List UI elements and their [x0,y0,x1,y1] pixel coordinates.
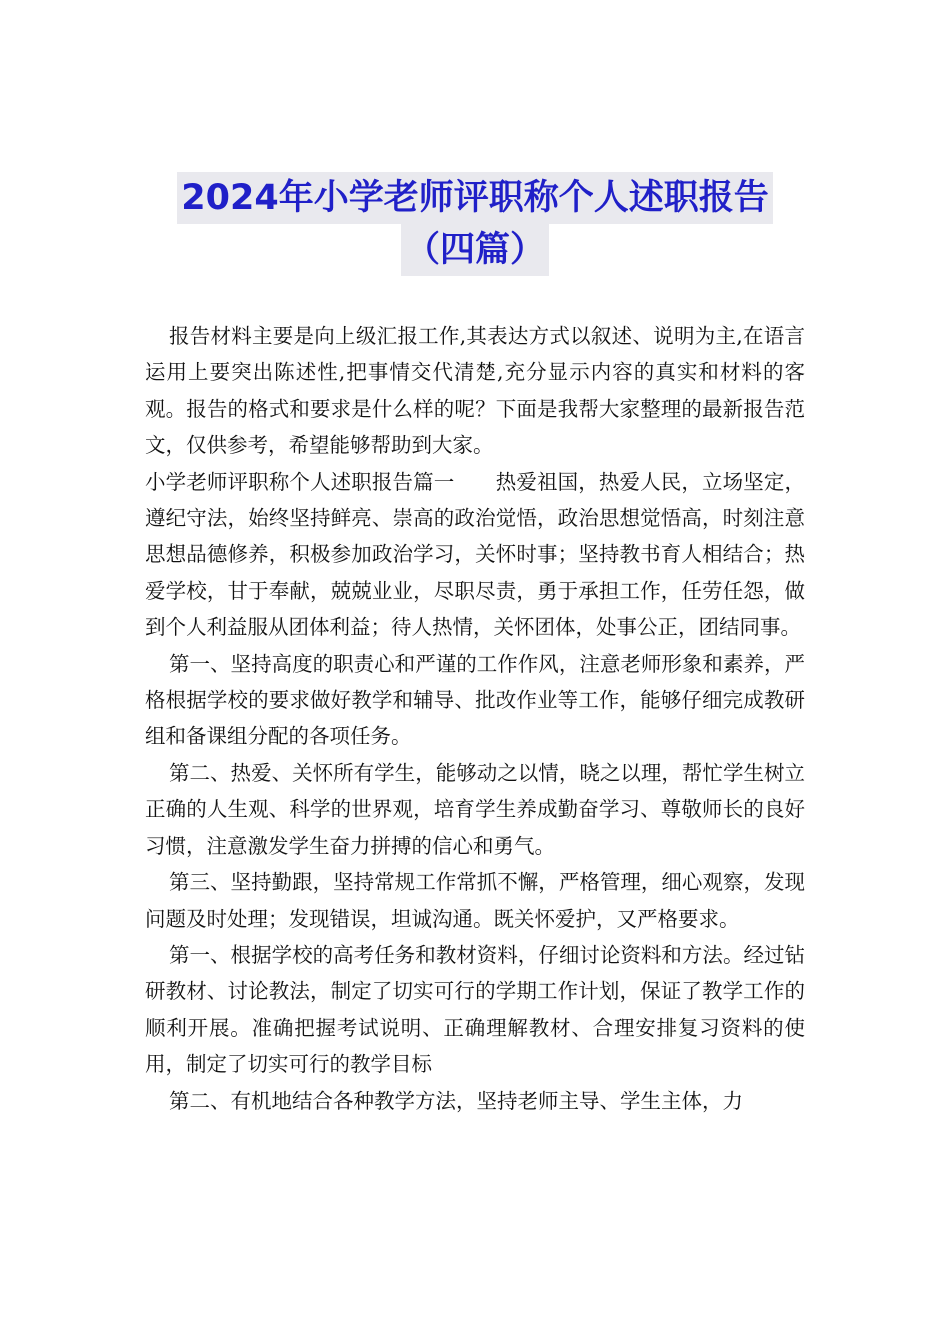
document-body [145,318,805,1119]
paragraph-third-a: 第三、坚持勤跟，坚持常规工作常抓不懈，严格管理，细心观察，发现问题及时处理；发现错误，坦诚沟通。既关怀爱护，又严格要求。 [145,870,805,931]
title-line-1: 2024年小学老师评职称个人述职报告 [177,172,772,224]
paragraph-first-b: 第一、根据学校的高考任务和教材资料，仔细讨论资料和方法。经过钻研教材、讨论教法，制定了切实可行的学期工作计划，保证了教学工作的顺利开展。准确把握考试说明、正确理解教材、合理安排复习资料的使用，制定了切实可行的教学目标 [145,942,805,1077]
paragraph-section-1: 小学老师评职称个人述职报告篇一 热爱祖国，热爱人民，立场坚定，遵纪守法，始终坚持鲜亮、崇高的政治觉悟，政治思想觉悟高，时刻注意思想品德修养，积极参加政治学习，关怀时事；坚持教书育人相结合；热爱学校，甘于奉献，兢兢业业，尽职尽责，勇于承担工作，任劳任怨，做到个人利益服从团体利益；待人热情，关怀团体，处事公正，团结同事。 [145,469,805,640]
paragraph-first-a: 第一、坚持高度的职责心和严谨的工作作风，注意老师形象和素养，严格根据学校的要求做好教学和辅导、批改作业等工作，能够仔细完成教研组和备课组分配的各项任务。 [145,651,805,749]
paragraph-second-b: 第二、有机地结合各种教学方法，坚持老师主导、学生主体，力 [169,1088,743,1113]
document-title [0,172,950,276]
paragraph-second-a: 第二、热爱、关怀所有学生，能够动之以情，晓之以理，帮忙学生树立正确的人生观、科学的世界观，培育学生养成勤奋学习、尊敬师长的良好习惯，注意激发学生奋力拼搏的信心和勇气。 [145,760,805,858]
paragraph-intro: 报告材料主要是向上级汇报工作,其表达方式以叙述、说明为主,在语言运用上要突出陈述性,把事情交代清楚,充分显示内容的真实和材料的客观。报告的格式和要求是什么样的呢？下面是我帮大家整理的最新报告范文，仅供参考，希望能够帮助到大家。 [145,324,805,458]
title-line-2: （四篇） [401,224,549,276]
